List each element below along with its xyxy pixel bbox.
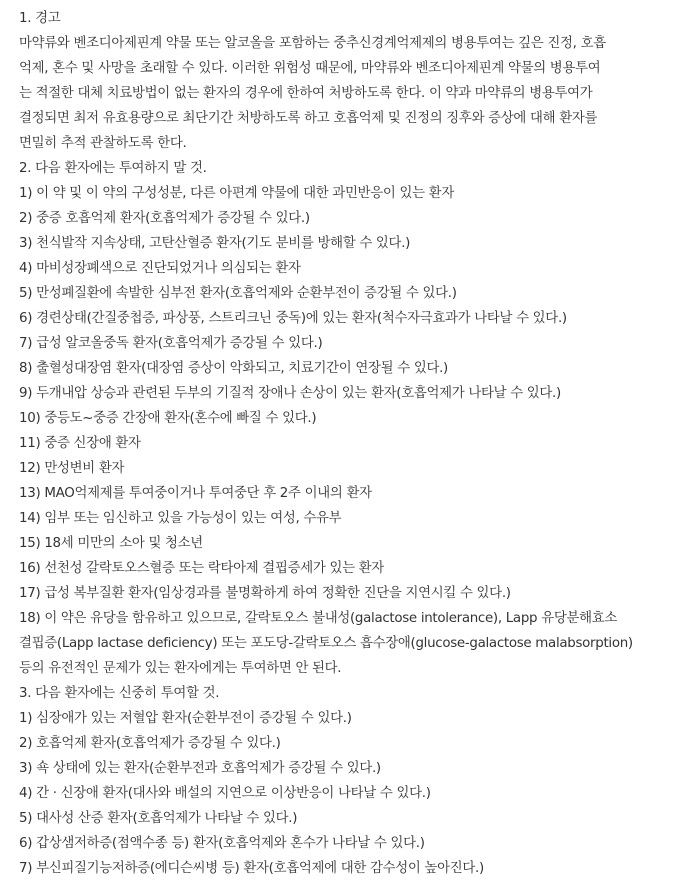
list-item: 9) 두개내압 상승과 관련된 두부의 기질적 장애나 손상이 있는 환자(호흡억제가 나타날 수 있다.) [19,386,561,401]
list-item: 3) 쇽 상태에 있는 환자(순환부전과 호흡억제가 증강될 수 있다.) [19,761,381,776]
paragraph-line: 면밀히 추적 관찰하도록 한다. [19,136,187,151]
section-3-heading: 3. 다음 환자에는 신중히 투여할 것. [19,686,220,701]
list-item-continuation: 결핍증(Lapp lactase deficiency) 또는 포도당-갈락토오스 흡수장애(glucose-galactose malabsorption) [19,636,633,651]
list-item: 5) 대사성 산증 환자(호흡억제가 나타날 수 있다.) [19,811,298,826]
list-item: 16) 선천성 갈락토오스혈증 또는 락타아제 결핍증세가 있는 환자 [19,561,384,576]
list-item: 10) 중등도~중증 간장애 환자(혼수에 빠질 수 있다.) [19,411,317,426]
list-item: 12) 만성변비 환자 [19,461,125,476]
paragraph-line: 결정되면 최저 유효용량으로 최단기간 처방하도록 하고 호흡억제 및 진정의 징후와 증상에 대해 환자를 [19,111,598,126]
list-item: 11) 중증 신장애 환자 [19,436,141,451]
list-item: 17) 급성 복부질환 환자(임상경과를 불명확하게 하여 정확한 진단을 지연시킬 수 있다.) [19,586,511,601]
list-item-continuation: 등의 유전적인 문제가 있는 환자에게는 투여하면 안 된다. [19,661,342,676]
list-item: 7) 부신피질기능저하증(에디슨씨병 등) 환자(호흡억제에 대한 감수성이 높아진다.) [19,861,484,876]
list-item: 14) 임부 또는 임신하고 있을 가능성이 있는 여성, 수유부 [19,511,342,526]
list-item: 1) 이 약 및 이 약의 구성성분, 다른 아편계 약물에 대한 과민반응이 있는 환자 [19,186,454,201]
list-item: 3) 천식발작 지속상태, 고탄산혈증 환자(기도 분비를 방해할 수 있다.) [19,236,411,251]
list-item: 2) 호흡억제 환자(호흡억제가 증강될 수 있다.) [19,736,281,751]
list-item: 6) 경련상태(간질중첩증, 파상풍, 스트리크닌 중독)에 있는 환자(척수자극효과가 나타날 수 있다.) [19,311,567,326]
list-item: 2) 중증 호흡억제 환자(호흡억제가 증강될 수 있다.) [19,211,310,226]
list-item: 8) 출혈성대장염 환자(대장염 증상이 악화되고, 치료기간이 연장될 수 있다.) [19,361,448,376]
list-item: 6) 갑상샘저하증(점액수종 등) 환자(호흡억제와 혼수가 나타날 수 있다.) [19,836,425,851]
list-item: 1) 심장애가 있는 저혈압 환자(순환부전이 증강될 수 있다.) [19,711,352,726]
section-1-heading: 1. 경고 [19,11,61,26]
paragraph-line: 마약류와 벤조디아제핀계 약물 또는 알코올을 포함하는 중추신경계억제제의 병용투여는 깊은 진정, 호흡 [19,36,606,51]
list-item: 7) 급성 알코올중독 환자(호흡억제가 증강될 수 있다.) [19,336,323,351]
list-item: 18) 이 약은 유당을 함유하고 있으므로, 갈락토오스 불내성(galactose intolerance), Lapp 유당분해효소 [19,611,618,626]
paragraph-line: 는 적절한 대체 치료방법이 없는 환자의 경우에 한하여 처방하도록 한다. 이 약과 마약류의 병용투여가 [19,86,593,101]
paragraph-line: 억제, 혼수 및 사망을 초래할 수 있다. 이러한 위험성 때문에, 마약류와 벤조디아제핀계 약물의 병용투여 [19,61,601,76]
list-item: 15) 18세 미만의 소아 및 청소년 [19,536,203,551]
list-item: 13) MAO억제제를 투여중이거나 투여중단 후 2주 이내의 환자 [19,486,372,501]
list-item: 5) 만성폐질환에 속발한 심부전 환자(호흡억제와 순환부전이 증강될 수 있다.) [19,286,457,301]
list-item: 4) 간 · 신장애 환자(대사와 배설의 지연으로 이상반응이 나타날 수 있다.) [19,786,431,801]
section-2-heading: 2. 다음 환자에는 투여하지 말 것. [19,161,207,176]
list-item: 4) 마비성장폐색으로 진단되었거나 의심되는 환자 [19,261,301,276]
